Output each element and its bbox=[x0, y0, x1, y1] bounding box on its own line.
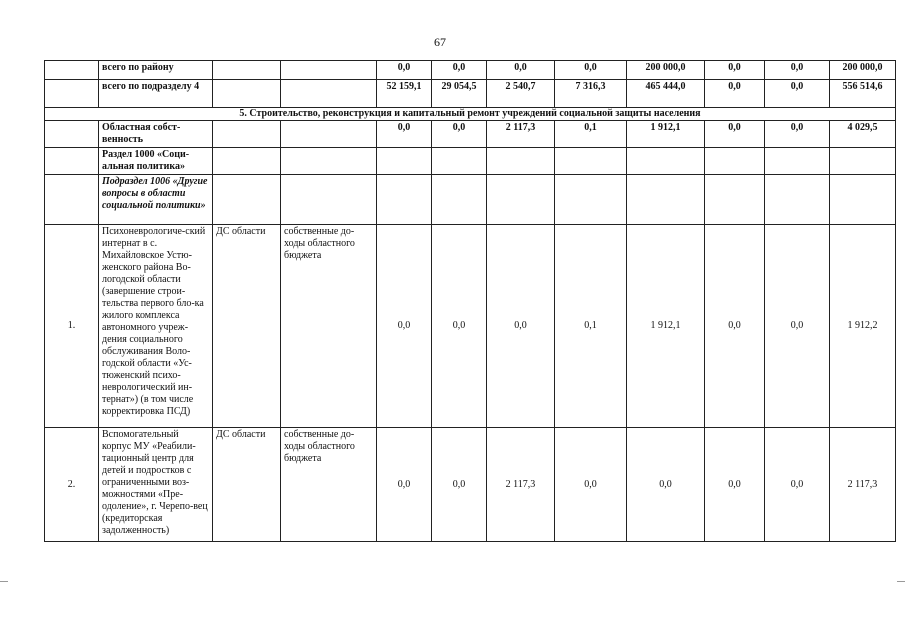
item-number: 1. bbox=[45, 225, 99, 428]
value-cell: 0,0 bbox=[627, 428, 705, 542]
row-label: всего по подразделу 4 bbox=[99, 80, 213, 108]
value-cell: 0,0 bbox=[765, 428, 830, 542]
value-cell: 0,0 bbox=[432, 121, 487, 148]
source-cell: собственные до-ходы областного бюджета bbox=[281, 428, 377, 542]
value-cell: 200 000,0 bbox=[627, 61, 705, 80]
value-cell: 0,0 bbox=[377, 225, 432, 428]
value-cell: 0,0 bbox=[377, 61, 432, 80]
table-row bbox=[45, 225, 896, 428]
value-cell: 1 912,1 bbox=[627, 225, 705, 428]
customer-cell bbox=[213, 121, 281, 148]
razdel-label: Раздел 1000 «Соци-альная политика» bbox=[99, 148, 213, 175]
num-cell bbox=[45, 121, 99, 148]
value-cell: 0,1 bbox=[555, 121, 627, 148]
value-cell: 0,0 bbox=[705, 428, 765, 542]
value-cell: 2 117,3 bbox=[487, 121, 555, 148]
section-title: 5. Строительство, реконструкция и капитальный ремонт учреждений социальной защиты населения bbox=[45, 108, 896, 121]
source-cell bbox=[281, 61, 377, 80]
value-cell: 0,0 bbox=[487, 225, 555, 428]
value-cell: 0,0 bbox=[705, 121, 765, 148]
table-row bbox=[45, 428, 896, 542]
value-cell: 0,0 bbox=[377, 121, 432, 148]
row-label: Областная собст-венность bbox=[99, 121, 213, 148]
budget-table bbox=[44, 60, 896, 542]
row-label: всего по району bbox=[99, 61, 213, 80]
table-row bbox=[45, 61, 896, 80]
item-name: Вспомогательный корпус МУ «Реабили-тационный центр для детей и подростков с ограниченными воз-можностями «Пре-одоление», г. Черепо-вец (кредиторская задолженность) bbox=[99, 428, 213, 542]
value-cell: 2 540,7 bbox=[487, 80, 555, 108]
value-cell: 0,0 bbox=[555, 428, 627, 542]
num-cell bbox=[45, 61, 99, 80]
customer-cell bbox=[213, 80, 281, 108]
num-cell bbox=[45, 80, 99, 108]
value-cell: 29 054,5 bbox=[432, 80, 487, 108]
table-row bbox=[45, 121, 896, 148]
value-cell: 0,0 bbox=[705, 61, 765, 80]
value-cell: 200 000,0 bbox=[830, 61, 896, 80]
value-cell: 0,0 bbox=[765, 80, 830, 108]
value-cell: 1 912,1 bbox=[627, 121, 705, 148]
table-row bbox=[45, 80, 896, 108]
value-cell: 2 117,3 bbox=[487, 428, 555, 542]
value-cell: 0,0 bbox=[765, 121, 830, 148]
value-cell: 0,0 bbox=[765, 61, 830, 80]
podrazdel-label: Подраздел 1006 «Другие вопросы в области социальной политики» bbox=[99, 175, 213, 225]
table-row bbox=[45, 148, 896, 175]
customer-cell: ДС области bbox=[213, 428, 281, 542]
value-cell: 1 912,2 bbox=[830, 225, 896, 428]
value-cell: 0,0 bbox=[765, 225, 830, 428]
page-number: 67 bbox=[434, 35, 446, 49]
value-cell: 0,0 bbox=[705, 225, 765, 428]
customer-cell bbox=[213, 61, 281, 80]
value-cell: 556 514,6 bbox=[830, 80, 896, 108]
value-cell: 0,0 bbox=[432, 61, 487, 80]
value-cell: 52 159,1 bbox=[377, 80, 432, 108]
source-cell bbox=[281, 121, 377, 148]
item-number: 2. bbox=[45, 428, 99, 542]
num-cell bbox=[45, 148, 99, 175]
value-cell: 465 444,0 bbox=[627, 80, 705, 108]
value-cell: 0,0 bbox=[432, 225, 487, 428]
value-cell: 2 117,3 bbox=[830, 428, 896, 542]
value-cell: 0,0 bbox=[487, 61, 555, 80]
source-cell bbox=[281, 80, 377, 108]
source-cell: собственные до-ходы областного бюджета bbox=[281, 225, 377, 428]
scan-edge-mark bbox=[897, 581, 905, 582]
scan-edge-mark bbox=[0, 581, 8, 582]
value-cell: 4 029,5 bbox=[830, 121, 896, 148]
value-cell: 0,0 bbox=[705, 80, 765, 108]
value-cell: 0,0 bbox=[377, 428, 432, 542]
value-cell: 0,0 bbox=[555, 61, 627, 80]
item-name: Психоневрологиче-ский интернат в с. Михайловское Устю-женского района Во-логодской области (завершение строи-тельства первого бло-ка жилого комплекса автономного учреж-дения социального обслуживания Воло-годской области «Ус-тюженский психо-неврологический ин-тернат») (в том числе корректировка ПСД) bbox=[99, 225, 213, 428]
section-row bbox=[45, 108, 896, 121]
num-cell bbox=[45, 175, 99, 225]
value-cell: 7 316,3 bbox=[555, 80, 627, 108]
value-cell: 0,1 bbox=[555, 225, 627, 428]
value-cell: 0,0 bbox=[432, 428, 487, 542]
customer-cell: ДС области bbox=[213, 225, 281, 428]
table-row bbox=[45, 175, 896, 225]
